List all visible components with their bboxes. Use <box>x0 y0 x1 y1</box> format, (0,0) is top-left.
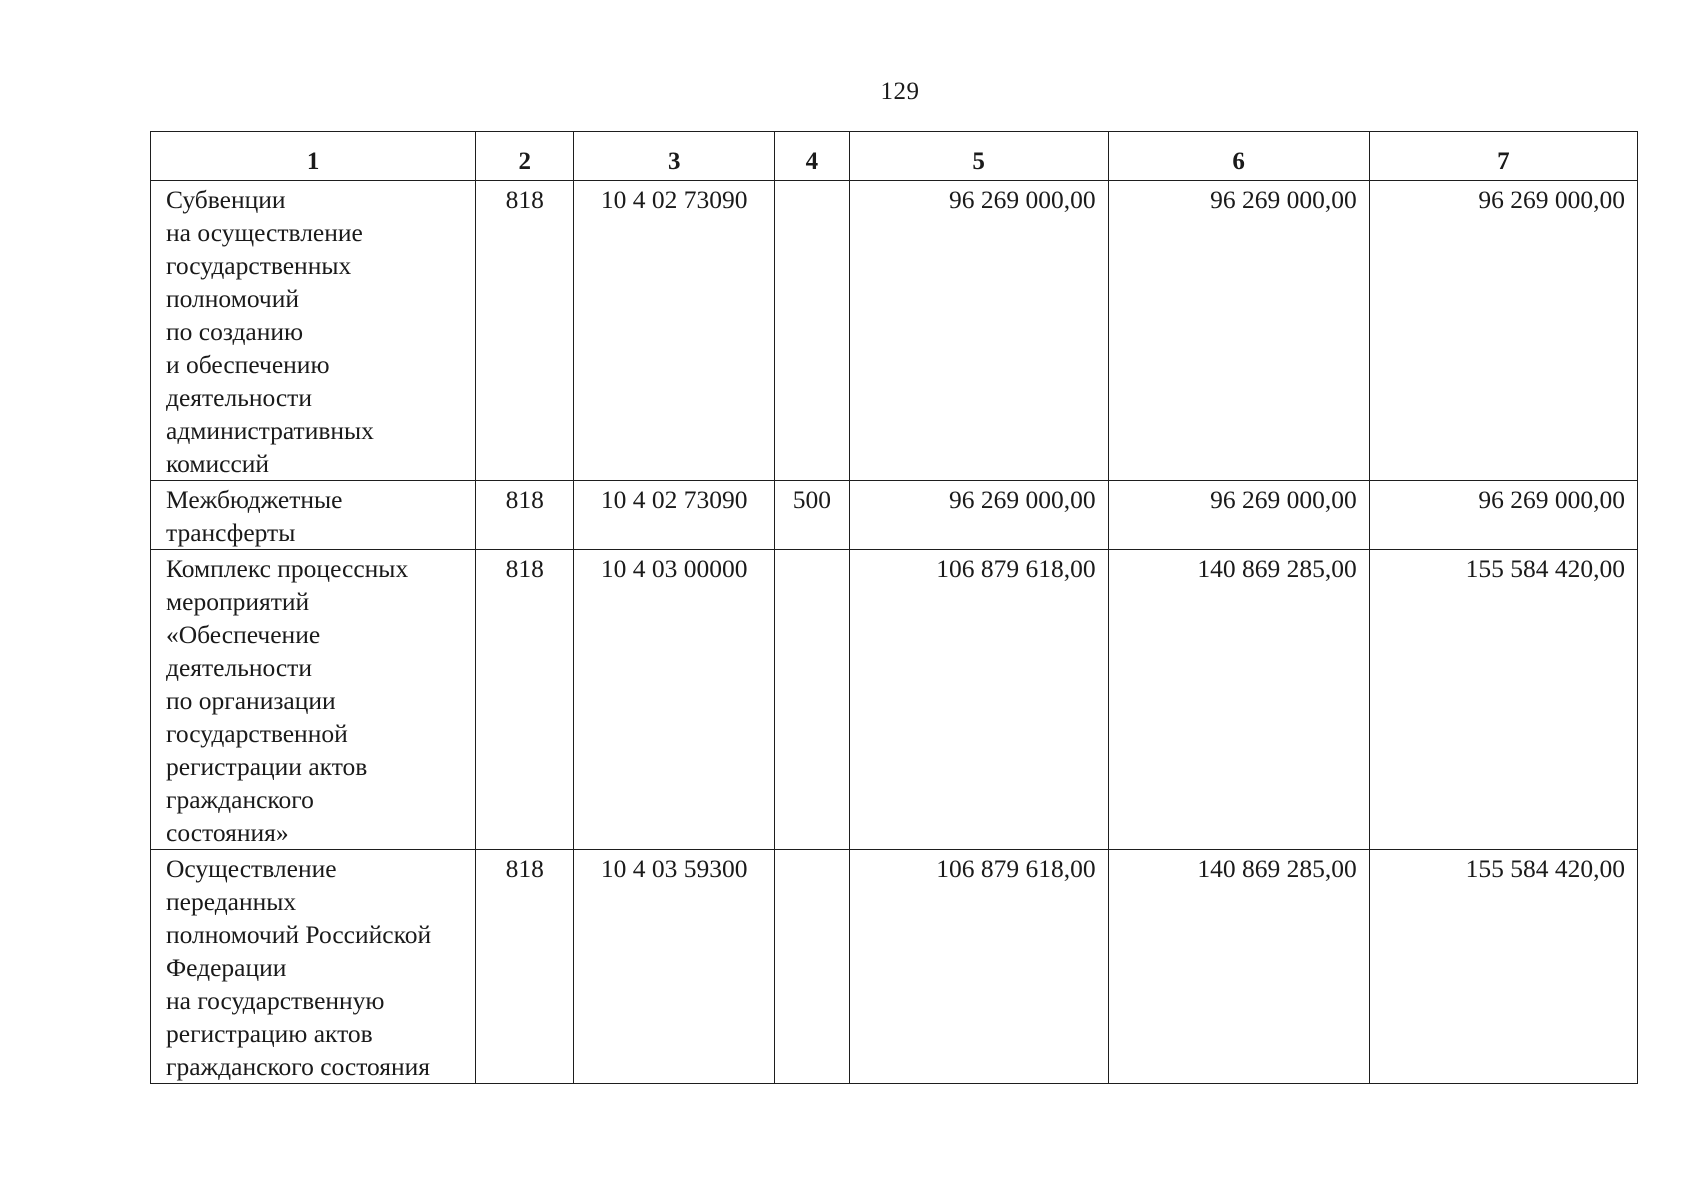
row-amount-1: 96 269 000,00 <box>849 181 1108 481</box>
row-amount-2: 96 269 000,00 <box>1108 481 1369 550</box>
column-header-5: 5 <box>849 132 1108 181</box>
row-expense-kind <box>775 550 849 850</box>
table-row <box>151 481 1638 550</box>
row-target-code: 10 4 03 59300 <box>574 850 775 1084</box>
column-header-1: 1 <box>151 132 476 181</box>
row-target-code: 10 4 02 73090 <box>574 481 775 550</box>
row-expense-kind <box>775 181 849 481</box>
row-admin-code: 818 <box>476 550 574 850</box>
column-header-2: 2 <box>476 132 574 181</box>
table-row <box>151 181 1638 481</box>
row-target-code: 10 4 03 00000 <box>574 550 775 850</box>
table-row <box>151 850 1638 1084</box>
row-name: Субвенции на осуществление государственных полномочий по созданию и обеспечению деятельности административных комиссий <box>151 181 476 481</box>
table-row <box>151 550 1638 850</box>
row-admin-code: 818 <box>476 181 574 481</box>
row-amount-2: 140 869 285,00 <box>1108 550 1369 850</box>
row-expense-kind <box>775 850 849 1084</box>
column-header-7: 7 <box>1369 132 1637 181</box>
page-number: 129 <box>880 78 920 105</box>
row-amount-1: 106 879 618,00 <box>849 850 1108 1084</box>
row-amount-3: 155 584 420,00 <box>1369 550 1637 850</box>
row-amount-3: 96 269 000,00 <box>1369 181 1637 481</box>
header-row <box>151 132 1638 181</box>
row-name: Комплекс процессных мероприятий «Обеспечение деятельности по организации государственной регистрации актов гражданского состояния» <box>151 550 476 850</box>
row-amount-2: 96 269 000,00 <box>1108 181 1369 481</box>
row-expense-kind: 500 <box>775 481 849 550</box>
row-name: Межбюджетные трансферты <box>151 481 476 550</box>
row-amount-1: 96 269 000,00 <box>849 481 1108 550</box>
row-amount-1: 106 879 618,00 <box>849 550 1108 850</box>
column-header-3: 3 <box>574 132 775 181</box>
row-admin-code: 818 <box>476 481 574 550</box>
column-header-6: 6 <box>1108 132 1369 181</box>
row-amount-3: 155 584 420,00 <box>1369 850 1637 1084</box>
row-target-code: 10 4 02 73090 <box>574 181 775 481</box>
row-name: Осуществление переданных полномочий Российской Федерации на государственную регистрацию актов гражданского состояния <box>151 850 476 1084</box>
row-admin-code: 818 <box>476 850 574 1084</box>
row-amount-2: 140 869 285,00 <box>1108 850 1369 1084</box>
row-amount-3: 96 269 000,00 <box>1369 481 1637 550</box>
budget-table <box>150 131 1638 1084</box>
column-header-4: 4 <box>775 132 849 181</box>
